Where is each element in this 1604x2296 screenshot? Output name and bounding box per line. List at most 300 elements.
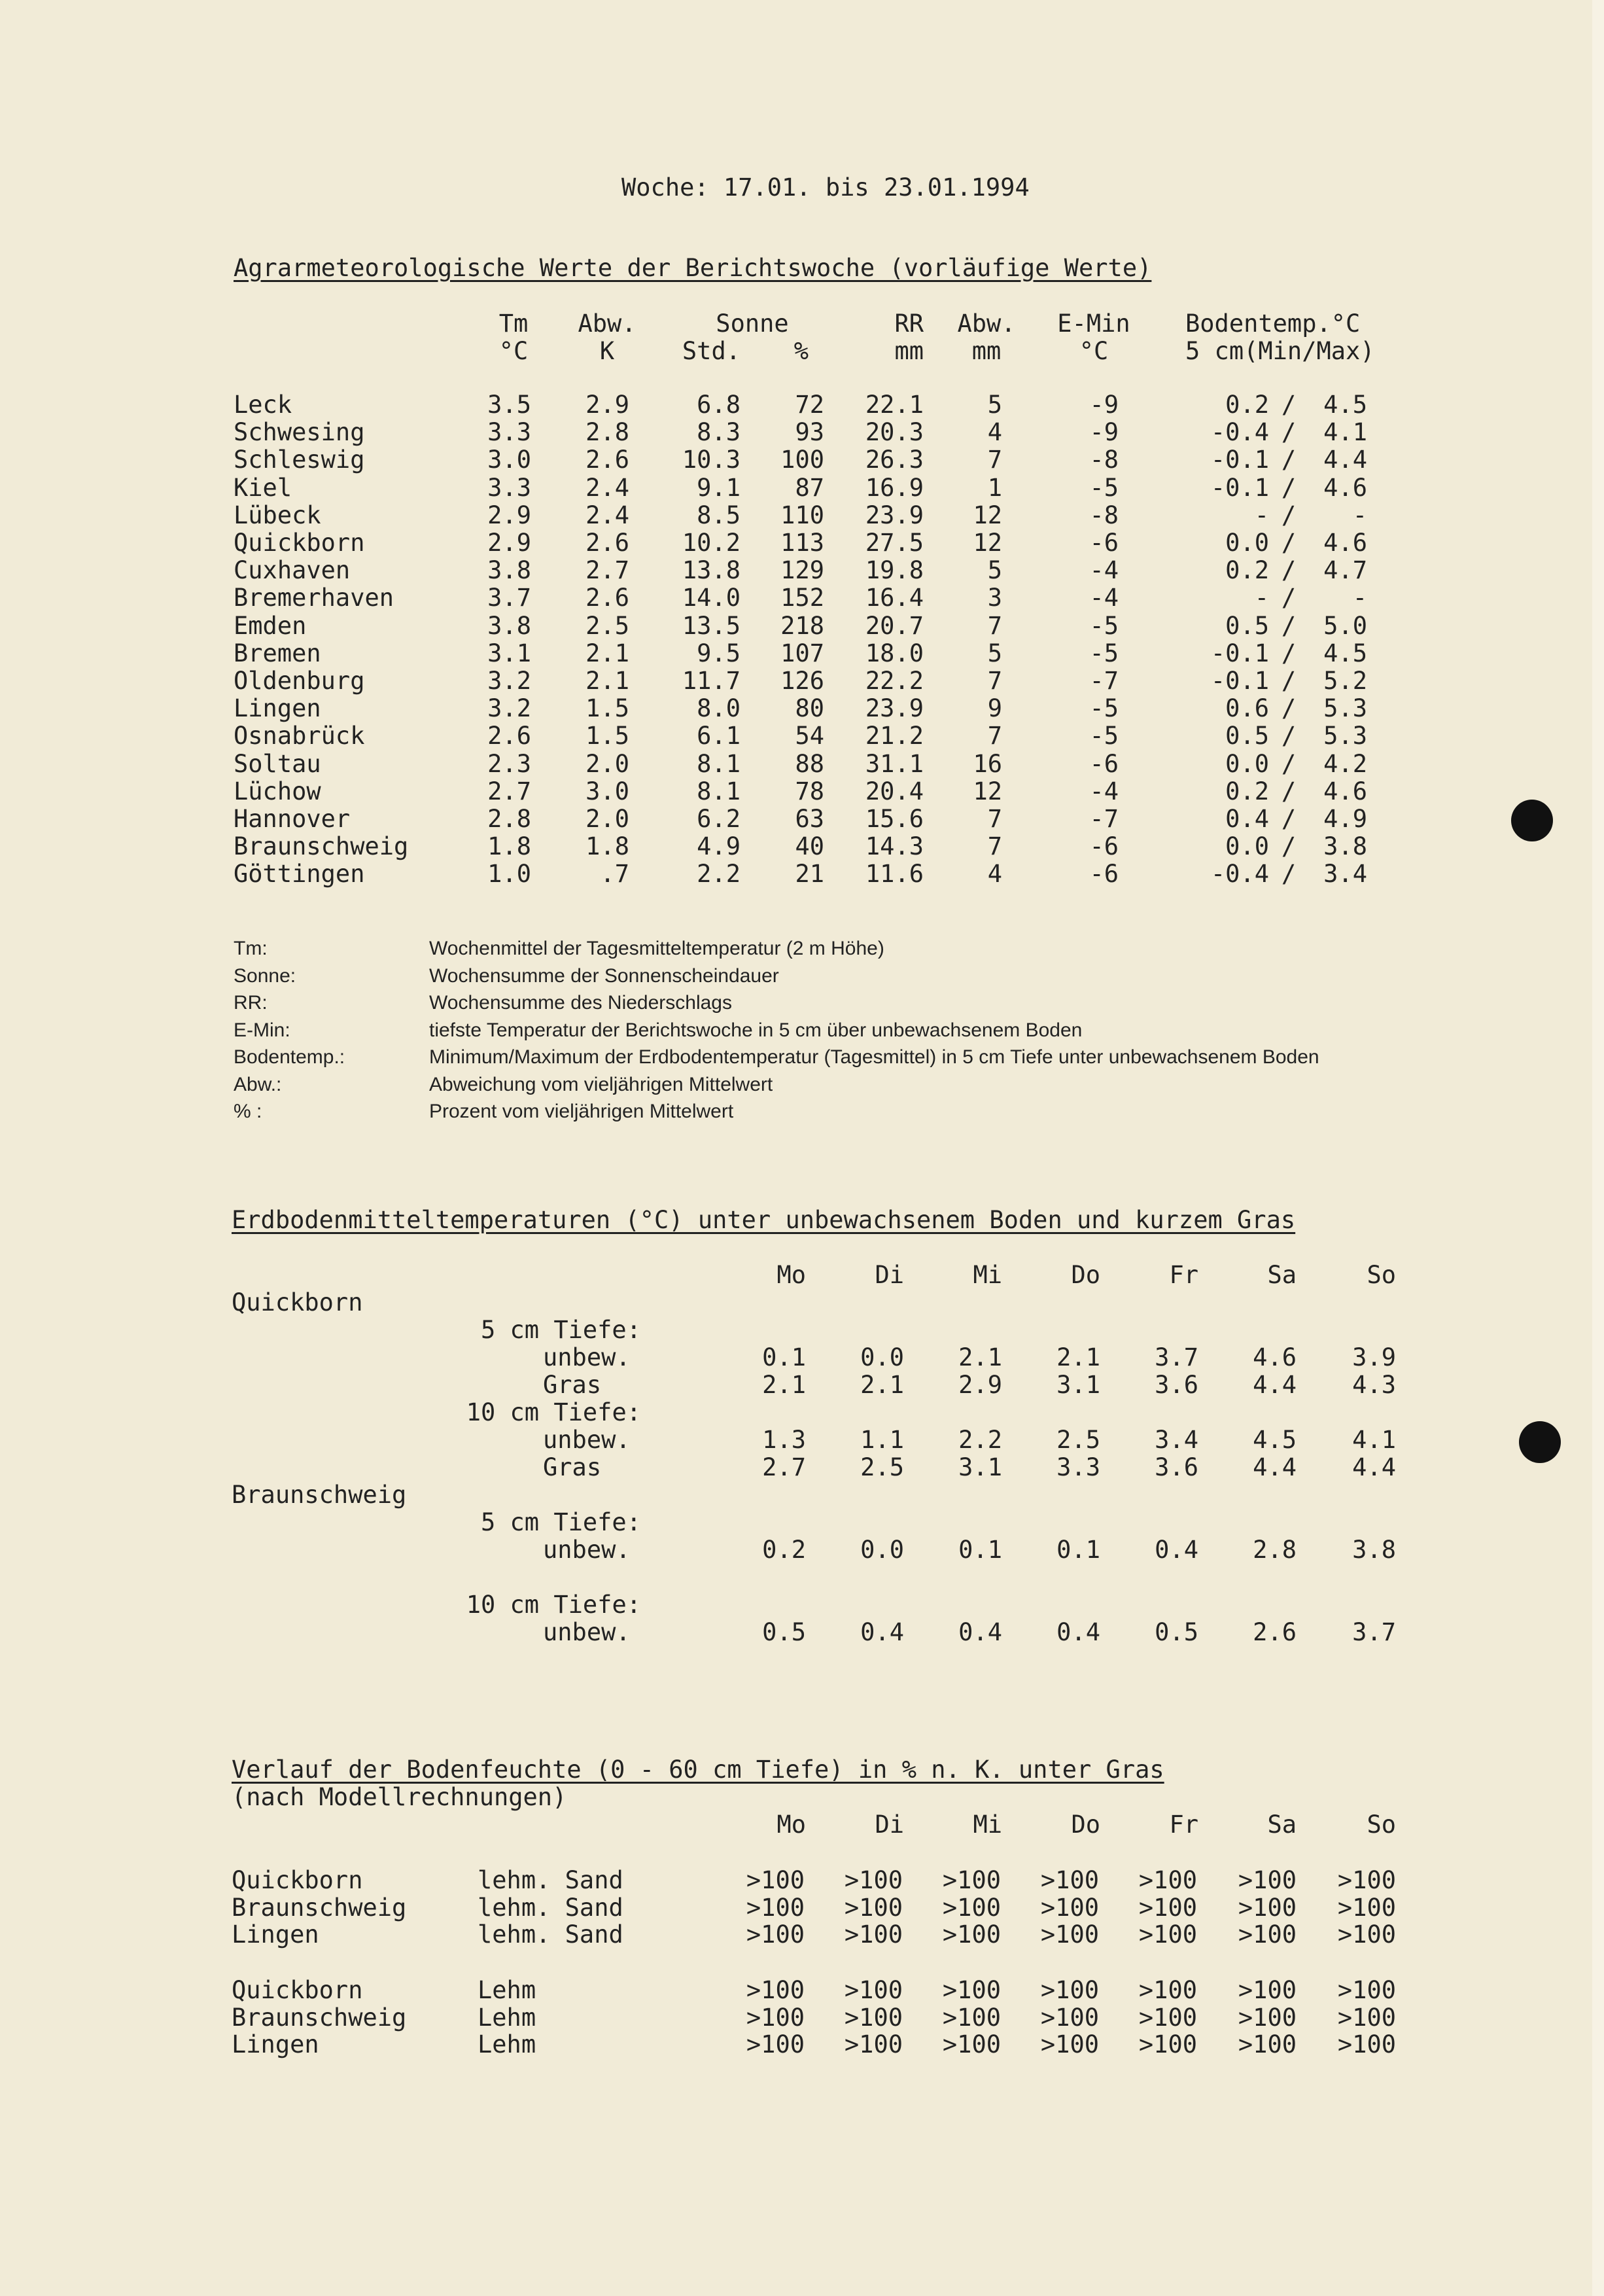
moisture-station: Quickborn [232,1866,363,1894]
moisture-value: >100 [942,2030,1001,2058]
moisture-value: >100 [1040,1976,1099,2004]
agrar-cell-abw: 1.5 [585,694,629,723]
soil-temp-value: 3.6 [1155,1371,1198,1399]
agrar-cell-station: Leck [234,391,292,419]
soil-station-name: Quickborn [232,1288,363,1316]
legend-desc: Minimum/Maximum der Erdbodentemperatur (Tagesmittel) in 5 cm Tiefe unter unbewachsenem Boden [429,1046,1319,1068]
agrar-cell-rr: 18.0 [865,639,924,667]
agrar-cell-abw: 2.0 [585,805,629,833]
agrar-cell-std: 13.8 [682,556,741,585]
agrar-cell-std: 4.9 [697,832,741,861]
soil-temp-value: 4.1 [1352,1426,1396,1454]
soil-temp-value: 1.1 [860,1426,904,1454]
legend-item [0,991,1604,1019]
soil-temp-value: 3.3 [1056,1453,1100,1481]
moisture-section-subtitle: (nach Modellrechnungen) [232,1783,567,1811]
moisture-value: >100 [1337,2003,1396,2032]
agrar-cell-tm: 3.7 [487,584,531,612]
agrar-cell-bmax: 4.6 [1323,529,1367,557]
agrar-cell-rr: 19.8 [865,556,924,585]
agrar-cell-bmin: 0.6 [1225,694,1269,723]
agrar-cell-emin: -7 [1089,667,1119,695]
soil-temp-value: 2.5 [860,1453,904,1481]
moisture-value: >100 [746,1976,805,2004]
day-header-di: Di [875,1810,904,1839]
header-sonne: Sonne [716,309,789,338]
agrar-cell-abwrr: 4 [987,418,1002,447]
soil-station-name: Braunschweig [232,1481,407,1509]
moisture-value: >100 [942,1893,1001,1922]
legend-item [0,1100,1604,1127]
soil-temp-value: 3.1 [958,1453,1002,1481]
agrar-cell-pct: 110 [780,501,824,529]
agrar-cell-abw: 2.7 [585,556,629,585]
soil-temp-value: 4.3 [1352,1371,1396,1399]
agrar-cell-std: 9.5 [697,639,741,667]
agrar-cell-std: 9.1 [697,473,741,502]
soil-temp-value: 0.1 [1056,1536,1100,1564]
agrar-cell-tm: 1.8 [487,832,531,861]
agrar-cell-bmax: - [1352,584,1367,612]
soil-row-label: unbew. [543,1618,631,1646]
agrar-cell-abwrr: 7 [987,832,1002,861]
header-abw: Abw. [578,309,636,338]
agrar-cell-sep: / [1281,446,1297,474]
soil-temp-value: 2.1 [1056,1343,1100,1371]
agrar-cell-tm: 2.7 [487,777,531,805]
header-bodentemp: Bodentemp.°C [1185,309,1361,338]
agrar-cell-pct: 78 [795,777,824,805]
header-abw-rr: Abw. [957,309,1016,338]
agrar-cell-tm: 2.9 [487,501,531,529]
agrar-cell-rr: 22.1 [865,391,924,419]
moisture-value: >100 [844,1976,903,2004]
agrar-cell-std: 8.0 [697,694,741,723]
legend-item [0,937,1604,964]
agrar-cell-bmin: 0.2 [1225,777,1269,805]
moisture-value: >100 [746,1893,805,1922]
agrar-cell-abwrr: 7 [987,805,1002,833]
agrar-cell-emin: -5 [1089,639,1119,667]
soil-temp-value: 0.1 [762,1343,806,1371]
day-header-mi: Mi [973,1261,1002,1289]
soil-temp-value: 2.5 [1056,1426,1100,1454]
moisture-value: >100 [1238,1976,1297,2004]
agrar-cell-sep: / [1281,611,1297,640]
agrar-cell-abwrr: 7 [987,667,1002,695]
moisture-value: >100 [1337,2030,1396,2058]
agrar-cell-station: Lübeck [234,501,321,529]
agrar-cell-bmin: - [1254,501,1269,529]
legend-term: Bodentemp.: [234,1046,345,1068]
agrar-row [0,860,1604,888]
moisture-value: >100 [1040,2003,1099,2032]
agrar-cell-pct: 54 [795,722,824,751]
legend-desc: Wochensumme des Niederschlags [429,992,732,1014]
agrar-cell-abwrr: 12 [973,529,1002,557]
agrar-row [0,695,1604,722]
soil-depth-label: 5 cm Tiefe: [480,1316,641,1344]
unit-pct: % [793,337,809,365]
agrar-cell-bmax: 4.4 [1323,446,1367,474]
moisture-value: >100 [1337,1893,1396,1922]
moisture-value: >100 [1337,1976,1396,2004]
agrar-cell-abwrr: 12 [973,501,1002,529]
agrar-cell-station: Quickborn [234,529,365,557]
agrar-cell-abw: 2.1 [585,667,629,695]
agrar-cell-sep: / [1281,639,1297,667]
agrar-cell-emin: -4 [1089,777,1119,805]
agrar-cell-abwrr: 4 [987,860,1002,889]
agrar-row [0,584,1604,612]
agrar-cell-rr: 15.6 [865,805,924,833]
agrar-cell-station: Osnabrück [234,722,365,751]
agrar-cell-sep: / [1281,777,1297,805]
agrar-cell-abwrr: 7 [987,722,1002,751]
agrar-cell-bmin: 0.0 [1225,832,1269,861]
soil-temp-value: 0.4 [958,1618,1002,1646]
agrar-row [0,557,1604,584]
agrar-row [0,751,1604,778]
agrar-cell-abwrr: 12 [973,777,1002,805]
agrar-cell-abwrr: 5 [987,556,1002,585]
agrar-row [0,419,1604,446]
agrar-cell-abwrr: 7 [987,446,1002,474]
agrar-cell-emin: -9 [1089,391,1119,419]
agrar-cell-tm: 3.0 [487,446,531,474]
legend-item [0,1073,1604,1101]
moisture-value: >100 [1040,1893,1099,1922]
soil-temp-value: 4.4 [1352,1453,1396,1481]
agrar-cell-std: 6.2 [697,805,741,833]
moisture-value: >100 [746,2030,805,2058]
agrar-cell-station: Emden [234,611,307,640]
agrar-cell-bmin: 0.5 [1225,722,1269,751]
agrar-cell-rr: 23.9 [865,501,924,529]
agrar-cell-std: 8.1 [697,777,741,805]
agrar-cell-bmin: 0.4 [1225,805,1269,833]
moisture-value: >100 [1040,1920,1099,1949]
unit-rr: mm [894,337,924,365]
agrar-cell-rr: 21.2 [865,722,924,751]
day-header-do: Do [1071,1810,1100,1839]
moisture-station: Quickborn [232,1976,363,2004]
agrar-cell-abw: 1.8 [585,832,629,861]
agrar-cell-rr: 11.6 [865,860,924,889]
agrar-row [0,805,1604,833]
agrar-cell-sep: / [1281,805,1297,833]
soil-temp-value: 3.4 [1155,1426,1198,1454]
moisture-soil-type: Lehm [478,1976,536,2004]
agrar-cell-station: Kiel [234,473,292,502]
agrar-cell-pct: 87 [795,473,824,502]
agrar-cell-emin: -8 [1089,501,1119,529]
moisture-value: >100 [844,1893,903,1922]
agrar-cell-rr: 14.3 [865,832,924,861]
agrar-cell-std: 8.3 [697,418,741,447]
header-emin: E-Min [1057,309,1130,338]
agrar-cell-rr: 27.5 [865,529,924,557]
unit-emin: °C [1079,337,1109,365]
agrar-cell-sep: / [1281,556,1297,585]
unit-abw: K [599,337,615,365]
soil-temp-value: 2.2 [958,1426,1002,1454]
moisture-value: >100 [1238,2003,1297,2032]
soil-depth-label: 10 cm Tiefe: [466,1591,641,1619]
agrar-cell-station: Schwesing [234,418,365,447]
moisture-soil-type: lehm. Sand [478,1893,623,1922]
agrar-cell-bmax: 4.5 [1323,391,1367,419]
agrar-cell-pct: 218 [780,611,824,640]
agrar-cell-abwrr: 1 [987,473,1002,502]
agrar-cell-station: Bremerhaven [234,584,394,612]
agrar-cell-emin: -5 [1089,694,1119,723]
day-header-fr: Fr [1169,1261,1198,1289]
header-tm: Tm [498,309,529,338]
soil-temp-value: 0.5 [762,1618,806,1646]
agrar-cell-pct: 107 [780,639,824,667]
agrar-cell-abwrr: 7 [987,611,1002,640]
agrar-cell-pct: 72 [795,391,824,419]
agrar-cell-rr: 26.3 [865,446,924,474]
agrar-cell-std: 8.1 [697,749,741,778]
soil-temp-value: 2.1 [860,1371,904,1399]
agrar-cell-bmin: -0.4 [1210,860,1269,889]
soil-depth-label: 10 cm Tiefe: [466,1398,641,1426]
soil-temp-value: 4.6 [1253,1343,1297,1371]
day-header-so: So [1367,1810,1396,1839]
agrar-cell-pct: 88 [795,749,824,778]
legend-desc: Wochenmittel der Tagesmitteltemperatur (2 m Höhe) [429,938,884,959]
agrar-cell-std: 10.3 [682,446,741,474]
day-header-so: So [1367,1261,1396,1289]
agrar-cell-bmin: -0.1 [1210,446,1269,474]
agrar-cell-abw: 2.9 [585,391,629,419]
agrar-cell-abw: 2.6 [585,529,629,557]
agrar-cell-bmin: 0.2 [1225,391,1269,419]
agrar-cell-emin: -6 [1089,832,1119,861]
agrar-cell-abwrr: 9 [987,694,1002,723]
unit-bodentemp: 5 cm(Min/Max) [1185,337,1375,365]
agrar-cell-emin: -4 [1089,556,1119,585]
agrar-cell-bmin: -0.1 [1210,473,1269,502]
agrar-cell-bmin: 0.5 [1225,611,1269,640]
agrar-cell-station: Oldenburg [234,667,365,695]
soil-temp-value: 2.7 [762,1453,806,1481]
unit-tm: °C [498,337,529,365]
agrar-cell-tm: 1.0 [487,860,531,889]
moisture-value: >100 [1138,1976,1197,2004]
agrar-cell-pct: 80 [795,694,824,723]
moisture-value: >100 [1337,1920,1396,1949]
moisture-value: >100 [1238,1920,1297,1949]
moisture-value: >100 [1040,1866,1099,1894]
day-header-fr: Fr [1169,1810,1198,1839]
agrar-cell-std: 2.2 [697,860,741,889]
moisture-value: >100 [942,2003,1001,2032]
soil-temp-value: 4.4 [1253,1371,1297,1399]
agrar-cell-tm: 3.3 [487,418,531,447]
agrar-cell-abw: .7 [600,860,629,889]
agrar-cell-station: Braunschweig [234,832,409,861]
agrar-cell-rr: 22.2 [865,667,924,695]
agrar-cell-rr: 16.9 [865,473,924,502]
agrar-cell-bmax: 3.8 [1323,832,1367,861]
agrar-cell-bmax: 5.3 [1323,722,1367,751]
agrar-row [0,778,1604,805]
day-header-di: Di [875,1261,904,1289]
day-header-sa: Sa [1267,1810,1297,1839]
moisture-value: >100 [1138,2030,1197,2058]
agrar-cell-sep: / [1281,529,1297,557]
moisture-value: >100 [942,1920,1001,1949]
day-header-mi: Mi [973,1810,1002,1839]
week-heading: Woche: 17.01. bis 23.01.1994 [621,173,1030,202]
agrar-row [0,529,1604,557]
agrar-cell-emin: -6 [1089,529,1119,557]
legend-term: % : [234,1101,262,1122]
legend-desc: Wochensumme der Sonnenscheindauer [429,964,779,987]
soil-row-label: unbew. [543,1536,631,1564]
agrar-cell-abwrr: 16 [973,749,1002,778]
agrar-cell-bmax: 4.6 [1323,777,1367,805]
agrar-cell-bmax: 3.4 [1323,860,1367,889]
agrar-cell-emin: -9 [1089,418,1119,447]
soil-temp-value: 4.5 [1253,1426,1297,1454]
agrar-cell-rr: 16.4 [865,584,924,612]
soil-row-label: unbew. [543,1343,631,1371]
agrar-cell-abwrr: 5 [987,391,1002,419]
agrar-row [0,474,1604,502]
agrar-cell-std: 11.7 [682,667,741,695]
soil-temp-value: 2.6 [1253,1618,1297,1646]
soil-temp-value: 0.5 [1155,1618,1198,1646]
moisture-value: >100 [1138,2003,1197,2032]
agrar-cell-rr: 20.4 [865,777,924,805]
agrar-row [0,502,1604,529]
legend-term: Tm: [234,938,268,959]
soil-temp-value: 3.1 [1056,1371,1100,1399]
agrar-cell-bmin: -0.1 [1210,667,1269,695]
agrar-cell-pct: 21 [795,860,824,889]
moisture-soil-type: lehm. Sand [478,1866,623,1894]
moisture-soil-type: Lehm [478,2030,536,2058]
agrar-cell-std: 10.2 [682,529,741,557]
agrar-cell-station: Hannover [234,805,351,833]
agrar-cell-station: Schleswig [234,446,365,474]
soil-temp-value: 3.9 [1352,1343,1396,1371]
agrar-cell-abw: 2.6 [585,446,629,474]
soil-row-label: Gras [543,1371,602,1399]
agrar-cell-sep: / [1281,473,1297,502]
agrar-section-title: Agrarmeteorologische Werte der Berichtswoche (vorläufige Werte) [234,254,1152,282]
soil-temp-value: 0.4 [1056,1618,1100,1646]
agrar-cell-bmin: 0.2 [1225,556,1269,585]
moisture-value: >100 [844,2003,903,2032]
moisture-value: >100 [1138,1893,1197,1922]
agrar-cell-tm: 3.1 [487,639,531,667]
soil-depth-label: 5 cm Tiefe: [480,1508,641,1536]
agrar-cell-bmax: 5.0 [1323,611,1367,640]
moisture-value: >100 [942,1976,1001,2004]
soil-temp-value: 0.0 [860,1343,904,1371]
legend-desc: Prozent vom vieljährigen Mittelwert [429,1101,734,1122]
legend-term: RR: [234,992,268,1014]
soil-temp-value: 3.6 [1155,1453,1198,1481]
agrar-cell-std: 6.8 [697,391,741,419]
moisture-value: >100 [1337,1866,1396,1894]
agrar-cell-tm: 2.9 [487,529,531,557]
agrar-row [0,612,1604,640]
agrar-cell-rr: 20.3 [865,418,924,447]
moisture-value: >100 [746,1866,805,1894]
agrar-cell-pct: 63 [795,805,824,833]
agrar-cell-sep: / [1281,860,1297,889]
agrar-cell-abw: 2.0 [585,749,629,778]
agrar-cell-std: 8.5 [697,501,741,529]
agrar-cell-sep: / [1281,501,1297,529]
agrar-cell-rr: 20.7 [865,611,924,640]
soil-temp-value: 0.4 [860,1618,904,1646]
agrar-cell-tm: 2.6 [487,722,531,751]
agrar-cell-station: Cuxhaven [234,556,351,585]
agrar-cell-bmin: -0.1 [1210,639,1269,667]
agrar-cell-emin: -4 [1089,584,1119,612]
moisture-value: >100 [746,2003,805,2032]
agrar-cell-station: Soltau [234,749,321,778]
agrar-cell-pct: 152 [780,584,824,612]
agrar-cell-emin: -6 [1089,860,1119,889]
agrar-row [0,391,1604,419]
agrar-cell-tm: 2.8 [487,805,531,833]
agrar-cell-sep: / [1281,694,1297,723]
agrar-cell-pct: 126 [780,667,824,695]
soil-temp-section-title: Erdbodenmitteltemperaturen (°C) unter unbewachsenem Boden und kurzem Gras [232,1206,1296,1234]
soil-temp-value: 3.7 [1155,1343,1198,1371]
agrar-cell-tm: 3.8 [487,556,531,585]
agrar-cell-rr: 23.9 [865,694,924,723]
moisture-value: >100 [1138,1920,1197,1949]
agrar-cell-abw: 3.0 [585,777,629,805]
agrar-cell-sep: / [1281,722,1297,751]
agrar-cell-sep: / [1281,749,1297,778]
moisture-station: Braunschweig [232,1893,407,1922]
agrar-cell-pct: 100 [780,446,824,474]
agrar-cell-station: Lüchow [234,777,321,805]
agrar-cell-pct: 113 [780,529,824,557]
agrar-cell-emin: -5 [1089,611,1119,640]
moisture-value: >100 [844,1866,903,1894]
soil-temp-value: 0.1 [958,1536,1002,1564]
header-rr: RR [894,309,924,338]
agrar-cell-tm: 3.2 [487,694,531,723]
soil-temp-value: 4.4 [1253,1453,1297,1481]
agrar-cell-pct: 129 [780,556,824,585]
agrar-cell-tm: 3.5 [487,391,531,419]
agrar-cell-bmin: 0.0 [1225,749,1269,778]
legend-term: Sonne: [234,964,296,987]
agrar-cell-bmin: - [1254,584,1269,612]
agrar-cell-bmax: 4.7 [1323,556,1367,585]
legend-item [0,964,1604,992]
agrar-cell-pct: 93 [795,418,824,447]
day-header-mo: Mo [776,1810,806,1839]
agrar-cell-sep: / [1281,418,1297,447]
unit-std: Std. [682,337,741,365]
agrar-cell-abw: 1.5 [585,722,629,751]
soil-temp-value: 3.8 [1352,1536,1396,1564]
agrar-cell-bmax: 4.6 [1323,473,1367,502]
